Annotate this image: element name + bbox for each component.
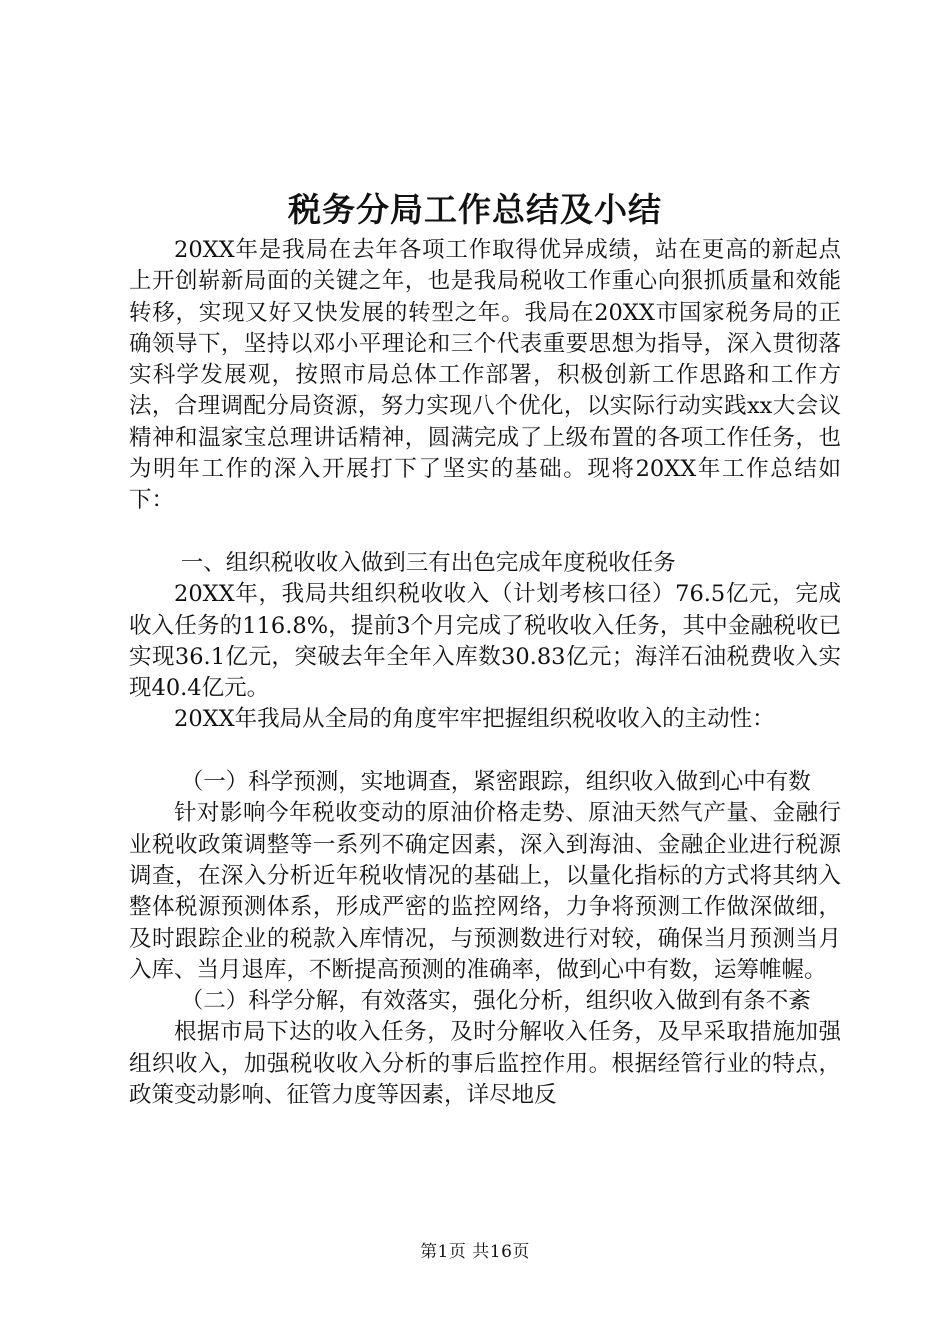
subsection-heading: （一）科学预测，实地调查，紧密跟踪，组织收入做到心中有数 (180, 769, 811, 796)
paragraph-gap (129, 517, 841, 548)
section-heading: 一、组织税收收入做到三有出色完成年度税收任务 (180, 549, 676, 576)
paragraph-gap (129, 736, 841, 767)
section-paragraph: 20XX年，我局共组织税收收入（计划考核口径）76.5亿元，完成收入任务的116.8%，提前3个月完成了税收收入任务，其中金融税收已实现36.1亿元，突破去年全年入库数30.83亿元；海洋石油税费收入实现40.4亿元。 (129, 581, 841, 702)
document-title: 税务分局工作总结及小结 (288, 190, 662, 229)
intro-paragraph: 20XX年是我局在去年各项工作取得优异成绩，站在更高的新起点上开创崭新局面的关键之年，也是我局税收工作重心向狠抓质量和效能转移，实现又好又快发展的转型之年。我局在20XX市国家税务局的正确领导下，坚持以邓小平理论和三个代表重要思想为指导，深入贯彻落实科学发展观，按照市局总体工作部署，积极创新工作思路和工作方法，合理调配分局资源，努力实现八个优化，以实际行动实践xx大会议精神和温家宝总理讲话精神，圆满完成了上级布置的各项工作任务，也为明年工作的深入开展打下了坚实的基础。现将20XX年工作总结如下： (129, 237, 841, 514)
page-number-footer: 第1页 共16页 (420, 1242, 530, 1262)
section-lead-paragraph: 20XX年我局从全局的角度牢牢把握组织税收收入的主动性： (174, 706, 775, 733)
subsection-heading: （二）科学分解，有效落实，强化分析，组织收入做到有条不紊 (180, 988, 811, 1015)
subsection-paragraph: 根据市局下达的收入任务，及时分解收入任务，及早采取措施加强组织收入，加强税收收入分析的事后监控作用。根据经管行业的特点，政策变动影响、征管力度等因素，详尽地反 (129, 1019, 841, 1109)
document-body (129, 235, 841, 1111)
subsection-paragraph: 针对影响今年税收变动的原油价格走势、原油天然气产量、金融行业税收政策调整等一系列不确定因素，深入到海油、金融企业进行税源调查，在深入分析近年税收情况的基础上，以量化指标的方式将其纳入整体税源预测体系，形成严密的监控网络，力争将预测工作做深做细，及时跟踪企业的税款入库情况，与预测数进行对较，确保当月预测当月入库、当月退库，不断提高预测的准确率，做到心中有数，运筹帷幄。 (129, 800, 841, 983)
